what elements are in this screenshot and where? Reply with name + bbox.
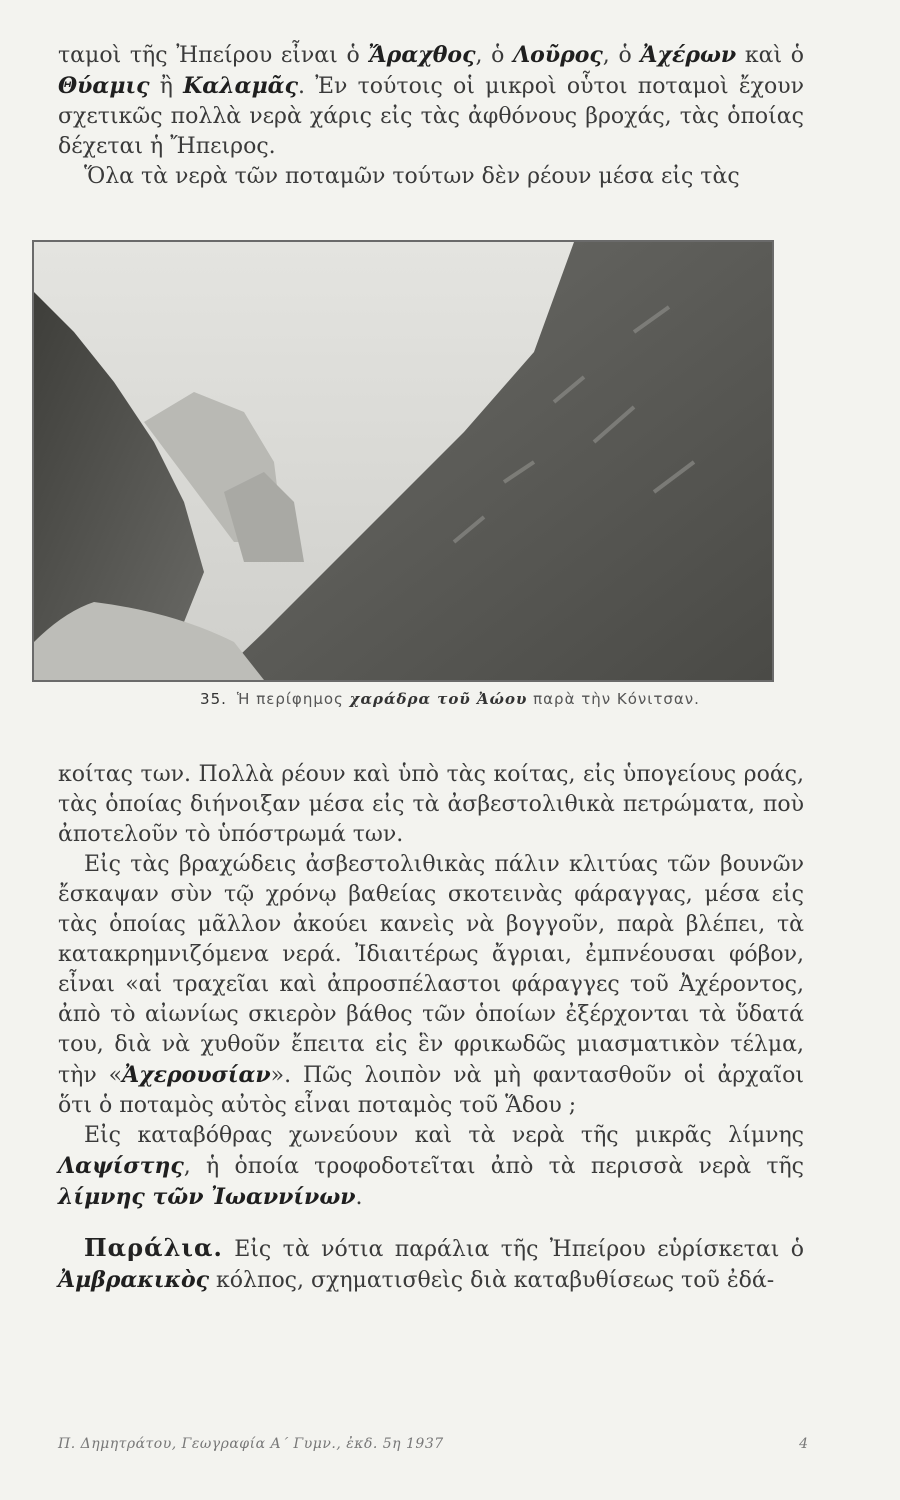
lower-text — [58, 760, 804, 1296]
page-number: 4 — [799, 1436, 808, 1452]
footer-imprint: Π. Δημητράτου, Γεωγραφία Α΄ Γυμν., ἐκδ. 5η 1937 — [58, 1436, 444, 1452]
gulf-name: Ἀμβρακικὸς — [58, 1267, 210, 1293]
river-name: Ἀχέρων — [640, 42, 737, 68]
lake-name: λίμνης τῶν Ἰωαννίνων — [58, 1184, 356, 1210]
lake-name: Λαψίστης — [58, 1153, 184, 1179]
figure-caption: 35. Ἡ περίφημος χαράδρα τοῦ Ἀώου παρὰ τὴν Κόνιτσαν. — [200, 690, 700, 708]
paragraph-underground: κοίτας των. Πολλὰ ρέουν καὶ ὑπὸ τὰς κοίτας, εἰς ὑπογείους ροάς, τὰς ὁποίας διήνοιξαν μέσα εἰς τὰ ἀσβεστολιθικὰ πετρώματα, ποὺ ἀποτελοῦν τὸ ὑπόστρωμά των. — [58, 762, 804, 847]
paragraph-rivers: ταμοὶ τῆς Ἠπείρου εἶναι ὁ Ἄραχθος, ὁ Λοῦρος, ὁ Ἀχέρων καὶ ὁ Θύαμις ἢ Καλαμᾶς. Ἐν τούτοις οἱ μικροὶ οὗτοι ποταμοὶ ἔχουν σχετικῶς πολλὰ νερὰ χάρις εἰς τὰς ἀφθόνους βροχάς, τὰς ὁποίας δέχεται ἡ Ἤπειρος. — [58, 42, 805, 159]
paragraph-gorges: Εἰς τὰς βραχώδεις ἀσβεστολιθικὰς πάλιν κλιτύας τῶν βουνῶν ἔσκαψαν σὺν τῷ χρόνῳ βαθείας σκοτεινὰς φάραγγας, μέσα εἰς τὰς ὁποίας μᾶλλον ἀκούει κανεὶς νὰ βογγοῦν, παρὰ βλέπει, τὰ κατακρημνιζόμενα νερά. Ἰδιαιτέρως ἄγριαι, ἐμπνέουσαι φόβον, εἶναι «αἱ τραχεῖαι καὶ ἀπροσπέλαστοι φάραγγες τοῦ Ἀχέροντος, ἀπὸ τὸ αἰωνίως σκιερὸν βάθος τῶν ὁποίων ἐξέρχονται τὰ ὕδατά του, διὰ νὰ χυθοῦν ἔπειτα εἰς ἓν φρικωδῶς μιασματικὸν τέλμα, τὴν «Ἀχερουσίαν». Πῶς λοιπὸν νὰ μὴ φαντασθοῦν οἱ ἀρχαῖοι ὅτι ὁ ποταμὸς αὐτὸς εἶναι ποταμὸς τοῦ Ἅδου ; — [58, 852, 804, 1118]
paragraph-coast: Παράλια. Εἰς τὰ νότια παράλια τῆς Ἠπείρου εὑρίσκεται ὁ Ἀμβρακικὸς κόλπος, σχηματισθεὶς διὰ καταβυθίσεως τοῦ ἐδά- — [58, 1233, 804, 1293]
river-name: Καλαμᾶς — [183, 73, 299, 99]
place-acherousia: Ἀχερουσίαν — [122, 1062, 271, 1088]
river-name: Ἄραχθος — [368, 42, 476, 68]
river-name: Λοῦρος — [513, 42, 603, 68]
paragraph-lakes: Εἰς καταβόθρας χωνεύουν καὶ τὰ νερὰ τῆς μικρᾶς λίμνης Λαψίστης, ἡ ὁποία τροφοδοτεῖται ἀπὸ τὰ περισσὰ νερὰ τῆς λίμνης τῶν Ἰωαννίνων. — [58, 1123, 804, 1210]
page-footer — [58, 1436, 808, 1452]
river-name: Θύαμις — [58, 73, 150, 99]
top-text — [58, 40, 804, 192]
section-heading: Παράλια. — [84, 1233, 223, 1262]
gorge-photo-image — [34, 242, 772, 680]
figure-number: 35. — [200, 690, 227, 708]
paragraph-waters: Ὅλα τὰ νερὰ τῶν ποταμῶν τούτων δὲν ρέουν μέσα εἰς τὰς — [84, 164, 740, 189]
gorge-photo — [32, 240, 774, 682]
